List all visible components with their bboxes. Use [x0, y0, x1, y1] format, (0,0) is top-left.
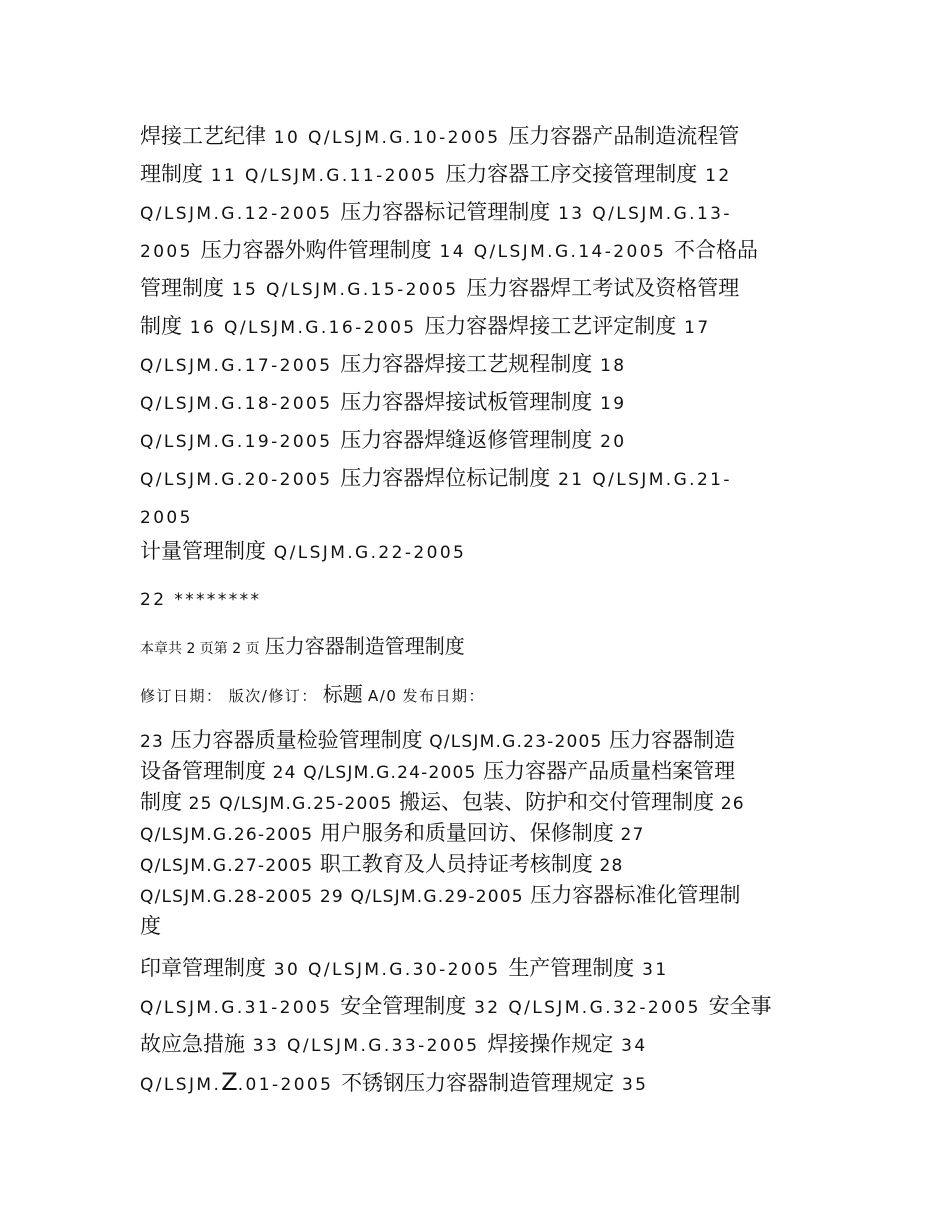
- p4-text-segment: 职工教育及人员持证考核制度: [319, 852, 593, 876]
- p4-line: [140, 819, 830, 850]
- p5-text-segment: 32 Q/LSJM.G.32-2005: [466, 998, 709, 1018]
- p4-text-segment: 压力容器质量检验管理制度: [170, 728, 423, 752]
- p5-text-segment: Q/LSJM.G.31-2005: [140, 998, 341, 1018]
- p5-text-segment: 33 Q/LSJM.G.33-2005: [245, 1036, 488, 1056]
- p1-text-segment: 2005: [140, 242, 201, 262]
- p1-text-segment: 制度: [140, 314, 182, 338]
- p4-text-segment: 压力容器产品质量档案管理: [483, 759, 736, 783]
- p4-text-segment: 27: [613, 825, 645, 845]
- p1-line: [140, 498, 830, 536]
- p1-text-segment: Q/LSJM.G.17-2005: [140, 356, 341, 376]
- p1-text-segment: 压力容器焊接工艺规程制度: [340, 352, 593, 376]
- p4-line: [140, 881, 830, 912]
- p1-line: [140, 346, 830, 384]
- p1-text-segment: 理制度: [140, 162, 203, 186]
- p1-line: [140, 156, 830, 194]
- p4-text-segment: Q/LSJM.G.23-2005: [422, 732, 610, 752]
- p4-text-segment: 搬运、包装、防护和交付管理制度: [399, 790, 715, 814]
- p4-text-segment: 28: [592, 856, 624, 876]
- p1-text-segment: 压力容器焊位标记制度: [340, 466, 551, 490]
- p5-text-segment: 安全事: [708, 994, 772, 1018]
- p1-text-segment: 15 Q/LSJM.G.15-2005: [224, 280, 467, 300]
- p5-text-segment: 故应急措施: [140, 1032, 245, 1056]
- title-label: 标题: [322, 682, 363, 706]
- paragraph-standards-list-3: [140, 950, 830, 1103]
- p5-line: [140, 1026, 830, 1064]
- p4-text-segment: 23: [140, 732, 171, 752]
- p1-line: [140, 232, 830, 270]
- p1-line: [140, 118, 830, 156]
- p1-text-segment: 压力容器焊接工艺评定制度: [424, 314, 677, 338]
- p5-line: [140, 1064, 830, 1103]
- p5-line: [140, 950, 830, 988]
- p1-text-segment: 压力容器工序交接管理制度: [445, 162, 698, 186]
- p4-text-segment: Q/LSJM.G.26-2005: [140, 825, 320, 845]
- p4-text-segment: 24 Q/LSJM.G.24-2005: [266, 763, 484, 783]
- p5-text-segment: 不锈钢压力容器制造管理规定: [341, 1071, 615, 1095]
- p1-line: [140, 270, 830, 308]
- p1-text-segment: Q/LSJM.G.20-2005: [140, 470, 341, 490]
- p5-text-segment: 安全管理制度: [340, 994, 467, 1018]
- p5-text-segment: Q/LSJM.: [140, 1075, 222, 1095]
- p1-text-segment: 12: [697, 166, 732, 186]
- p3-line: [140, 580, 830, 618]
- p1-text-segment: 10 Q/LSJM.G.10-2005: [266, 128, 509, 148]
- p1-text-segment: 压力容器焊工考试及资格管理: [466, 276, 740, 300]
- p1-line: [140, 460, 830, 498]
- p1-text-segment: 2005: [140, 508, 193, 528]
- p1-text-segment: 压力容器标记管理制度: [340, 200, 551, 224]
- p1-line: [140, 384, 830, 422]
- p1-text-segment: 14 Q/LSJM.G.14-2005: [431, 242, 674, 262]
- p4-text-segment: 压力容器标准化管理制: [530, 883, 741, 907]
- p1-text-segment: Q/LSJM.G.19-2005: [140, 432, 341, 452]
- p5-text-segment: 30 Q/LSJM.G.30-2005: [266, 960, 509, 980]
- p4-text-segment: 度: [140, 914, 161, 938]
- p5-text-segment: 印章管理制度: [140, 956, 266, 980]
- p1-text-segment: 压力容器外购件管理制度: [200, 238, 432, 262]
- p4-line: [140, 726, 830, 757]
- p5-text-segment: .01-2005: [237, 1075, 342, 1095]
- page-header-line: [140, 628, 830, 667]
- p1-text-segment: 20: [592, 432, 627, 452]
- document-title: 压力容器制造管理制度: [264, 634, 465, 658]
- p4-text-segment: 26: [714, 794, 745, 814]
- p5-text-segment: 生产管理制度: [508, 956, 635, 980]
- page-info: 本章共 2 页第 2 页: [140, 641, 260, 657]
- p4-text-segment: Q/LSJM.G.27-2005: [140, 856, 320, 876]
- p1-text-segment: 21 Q/LSJM.G.21-: [550, 470, 732, 490]
- p5-text-segment: 35: [614, 1075, 649, 1095]
- p1-line: [140, 308, 830, 346]
- p4-text-segment: Q/LSJM.G.28-2005 29 Q/LSJM.G.29-2005: [140, 887, 531, 907]
- p4-text-segment: 设备管理制度: [140, 759, 266, 783]
- paragraph-standards-list-2: [140, 726, 830, 941]
- p1-text-segment: 压力容器产品制造流程管: [508, 124, 740, 148]
- p1-line: [140, 422, 830, 460]
- p5-line: [140, 988, 830, 1026]
- version-value: A/0: [368, 687, 398, 705]
- p5-text-segment: 焊接操作规定: [487, 1032, 614, 1056]
- p4-line: [140, 757, 830, 788]
- p1-text-segment: 16 Q/LSJM.G.16-2005: [182, 318, 425, 338]
- p3-text-segment: 22 ********: [140, 590, 262, 610]
- p5-text-segment: 31: [634, 960, 669, 980]
- p1-text-segment: 19: [592, 394, 627, 414]
- p1-text-segment: Q/LSJM.G.12-2005: [140, 204, 341, 224]
- p1-text-segment: 压力容器焊缝返修管理制度: [340, 428, 593, 452]
- p1-text-segment: 焊接工艺纪律: [140, 124, 266, 148]
- p4-text-segment: 25 Q/LSJM.G.25-2005: [182, 794, 400, 814]
- p5-text-segment: 34: [613, 1036, 648, 1056]
- p4-text-segment: 压力容器制造: [609, 728, 736, 752]
- paragraph-separator: [140, 580, 830, 618]
- p1-text-segment: 压力容器焊接试板管理制度: [340, 390, 593, 414]
- p1-text-segment: 13 Q/LSJM.G.13-: [550, 204, 732, 224]
- p5-text-segment: Z: [221, 1068, 238, 1096]
- p1-text-segment: 18: [592, 356, 627, 376]
- p1-line: [140, 194, 830, 232]
- p1-text-segment: 11 Q/LSJM.G.11-2005: [203, 166, 446, 186]
- p4-text-segment: 用户服务和质量回访、保修制度: [319, 821, 614, 845]
- p1-text-segment: 管理制度: [140, 276, 224, 300]
- p1-text-segment: 17: [676, 318, 711, 338]
- p2-text-segment: Q/LSJM.G.22-2005: [266, 543, 467, 563]
- p1-text-segment: 不合格品: [673, 238, 758, 262]
- issue-date-label: 发布日期：: [402, 687, 485, 705]
- p4-line: [140, 788, 830, 819]
- p2-line: [140, 533, 830, 571]
- p4-text-segment: 制度: [140, 790, 182, 814]
- revision-labels: 修订日期： 版次/修订：: [140, 687, 318, 705]
- paragraph-standards-list-1: [140, 118, 830, 536]
- revision-line: [140, 676, 830, 714]
- paragraph-metrology: [140, 533, 830, 571]
- p2-text-segment: 计量管理制度: [140, 539, 266, 563]
- p1-text-segment: Q/LSJM.G.18-2005: [140, 394, 341, 414]
- p4-line: [140, 912, 830, 941]
- p4-line: [140, 850, 830, 881]
